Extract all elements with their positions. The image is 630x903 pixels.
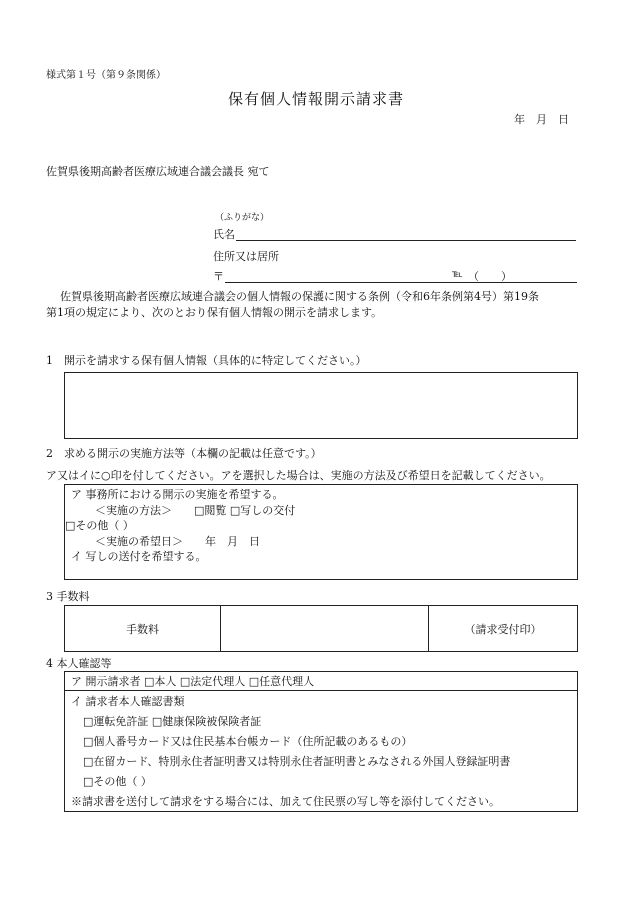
tel-label: ℡ — [452, 269, 463, 280]
preferred-date[interactable]: ＜実施の希望日＞ 年 月 日 — [95, 535, 260, 548]
id-doc-other[interactable]: □その他（ ） — [83, 775, 152, 788]
method-other[interactable]: □その他（ ） — [65, 519, 134, 532]
requester-type-row[interactable]: ア 開示請求者 □本人 □法定代理人 □任意代理人 — [71, 675, 315, 688]
fee-amount-cell[interactable] — [220, 606, 428, 651]
method-options[interactable]: ＜実施の方法＞ □閲覧 □写しの交付 — [95, 504, 296, 517]
mail-note: ※請求書を送付して請求をする場合には、加えて住民票の写し等を添付してください。 — [71, 795, 500, 808]
option-a-office[interactable]: ア 事務所における開示の実施を希望する。 — [71, 488, 284, 501]
section2-heading: 2 求める開示の実施方法等（本欄の記載は任意です。） — [46, 447, 322, 460]
option-b-mail[interactable]: イ 写しの送付を希望する。 — [71, 550, 207, 563]
id-doc-residence-card[interactable]: □在留カード、特別永住者証明書又は特別永住者証明書とみなされる外国人登録証明書 — [83, 755, 511, 768]
section3-heading: 3 手数料 — [46, 590, 90, 603]
id-docs-heading: イ 請求者本人確認書類 — [71, 695, 185, 708]
intro-line-2: 第1項の規定により、次のとおり保有個人情報の開示を請求します。 — [46, 306, 383, 319]
name-field-line[interactable] — [236, 240, 576, 241]
addressee: 佐賀県後期高齢者医療広域連合議会議長 宛て — [46, 165, 270, 178]
fee-label: 手数料 — [126, 622, 159, 636]
id-doc-license[interactable]: □運転免許証 □健康保険被保険者証 — [83, 715, 262, 728]
identity-divider — [65, 690, 577, 691]
requested-info-box[interactable] — [64, 372, 578, 439]
section1-heading: 1 開示を請求する保有個人情報（具体的に特定してください。） — [46, 354, 367, 367]
disclosure-method-box — [64, 484, 578, 580]
intro-line-1: 佐賀県後期高齢者医療広域連合議会の個人情報の保護に関する条例（令和6年条例第4号）第19条 — [60, 290, 539, 303]
address-label: 住所又は居所 — [213, 250, 279, 263]
form-number: 様式第１号（第９条関係） — [46, 70, 166, 81]
furigana-label: （ふりがな） — [215, 213, 270, 223]
name-label: 氏名 — [213, 228, 235, 241]
page-title: 保有個人情報開示請求書 — [228, 90, 405, 108]
section4-heading: 4 本人確認等 — [46, 657, 112, 670]
address-field-line[interactable] — [225, 282, 577, 283]
date-line[interactable]: 年 月 日 — [514, 113, 569, 126]
section2-instruction: ア又はイに○印を付してください。アを選択した場合は、実施の方法及び希望日を記載してください。 — [46, 469, 551, 482]
id-doc-mynumber[interactable]: □個人番号カード又は住民基本台帳カード（住所記載のあるもの） — [83, 735, 413, 748]
fee-table — [64, 605, 578, 652]
receipt-stamp-label: （請求受付印） — [464, 622, 542, 636]
identity-box — [64, 671, 578, 812]
postal-mark: 〒 — [213, 270, 224, 283]
tel-parens: （ ） — [468, 270, 512, 283]
